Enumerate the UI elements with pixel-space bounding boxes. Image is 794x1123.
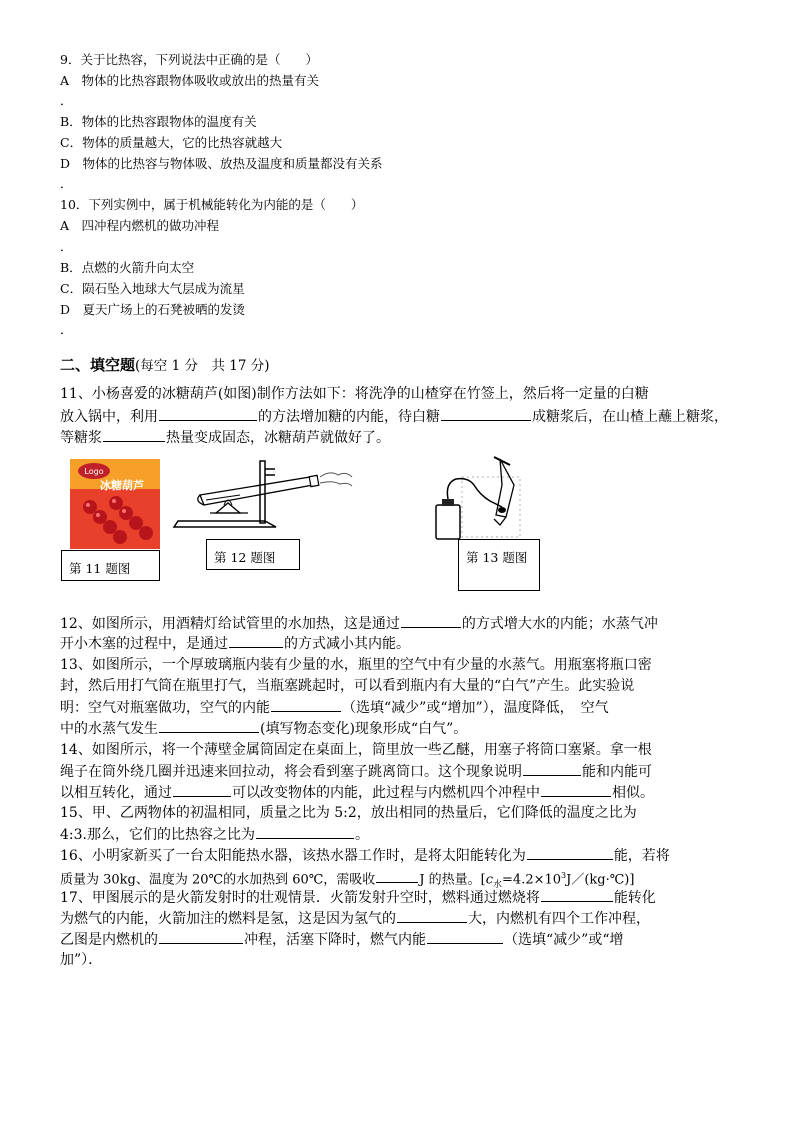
q9-option-a: A 物体的比热容跟物体吸收或放出的热量有关 [60,73,320,88]
q17-line-2: 为燃气的内能，火箭加注的燃料是氢，这是因为氢气的 大，内燃机有四个工作冲程， [60,908,650,929]
q14-blank-3[interactable] [541,782,611,797]
q17-blank-3[interactable] [159,929,243,944]
q12-blank-1[interactable] [401,613,461,628]
q12-line-2: 开小木塞的过程中，是通过 的方式减小其内能。 [60,633,410,654]
q16-line-2: 质量为 30kg、温度为 20℃的水加热到 60℃，需吸收 J 的热量。$[c_水=4.2\times 10^3J/(kg\cdot℃)]$ [60,866,634,895]
package-text: 冰糖葫芦 [100,479,144,492]
q16-blank-1[interactable] [527,845,613,860]
q11-blank-2[interactable] [441,406,531,421]
q12-blank-2[interactable] [229,633,283,648]
figure-13-bottle-pump-apparatus [430,455,525,540]
q10-option-d-dot: ． [60,322,73,337]
q17-blank-4[interactable] [427,929,503,944]
q17-line-1: 17、甲图展示的是火箭发射时的壮观情景．火箭发射升空时，燃料通过燃烧将 能转化 [60,887,656,908]
q14-blank-1[interactable] [523,761,581,776]
q13-line-1: 13、如图所示，一个厚玻璃瓶内装有少量的水，瓶里的空气中有少量的水蒸气。用瓶塞将瓶口密 [60,657,652,673]
q11-blank-3[interactable] [103,427,165,442]
q13-line-4: 中的水蒸气发生 (填写物态变化)现象形成“白气”。 [60,718,467,739]
q9-option-b: B．物体的比热容跟物体的温度有关 [60,114,257,129]
q17-blank-1[interactable] [541,887,613,902]
figure-11-caption: 第 11 题图 [61,550,160,581]
q16-line-1: 16、小明家新买了一台太阳能热水器，该热水器工作时，是将太阳能转化为 能，若将 [60,845,670,866]
figure-12-test-tube-apparatus [170,455,355,530]
q15-line-2: 4:3.那么，它们的比热容之比为 。 [60,824,369,845]
q11-line-2: 放入锅中，利用 的方法增加糖的内能，待白糖 成糖浆后，在山楂上蘸上糖浆， [60,406,728,427]
figure-13-caption: 第 13 题图 [458,539,540,591]
q17-line-4: 加”）． [60,952,103,968]
q10-option-a-dot: ． [60,239,73,254]
q14-blank-2[interactable] [173,782,231,797]
q15-line-1: 15、甲、乙两物体的初温相同，质量之比为 5:2，放出相同的热量后，它们降低的温度之比为 [60,805,637,821]
section-heading [60,354,269,375]
q11-line-1: 11、小杨喜爱的冰糖葫芦(如图)制作方法如下：将洗净的山楂穿在竹签上，然后将一定量的白糖 [60,386,649,402]
section-title: 二、填空题 [60,356,136,374]
q9-option-c: C．物体的质量越大，它的比热容就越大 [60,135,283,150]
q15-blank-1[interactable] [256,824,354,839]
figure-11-candied-haws-image [70,459,160,549]
q13-blank-2[interactable] [159,718,259,733]
q9-stem: 9．关于比热容，下列说法中正确的是（ ） [60,52,318,67]
q11-blank-1[interactable] [159,406,257,421]
q10-option-d: D 夏天广场上的石凳被晒的发烫 [60,302,246,317]
q10-option-b: B．点燃的火箭升向太空 [60,260,195,275]
q13-blank-1[interactable] [271,697,341,712]
q9-option-d-dot: ． [60,176,73,191]
q10-option-c: C．陨石坠入地球大气层成为流星 [60,281,245,296]
q9-option-d: D 物体的比热容与物体吸、放热及温度和质量都没有关系 [60,156,383,171]
q17-blank-2[interactable] [397,908,467,923]
q13-line-2: 封，然后用打气筒在瓶里打气，当瓶塞跳起时，可以看到瓶内有大量的“白气”产生。此实验说 [60,678,635,694]
q13-line-3: 明：空气对瓶塞做功，空气的内能 （选填“减少”或“增加”），温度降低， 空气 [60,697,609,718]
q14-line-3: 以相互转化，通过 可以改变物体的内能，此过程与内燃机四个冲程中 相似。 [60,782,654,803]
section-note: (每空 1 分 共 17 分) [135,358,270,374]
q11-line-3: 等糖浆 热量变成固态，冰糖葫芦就做好了。 [60,427,390,448]
q14-line-2: 绳子在筒外绕几圈并迅速来回拉动，将会看到塞子跳离筒口。这个现象说明 能和内能可 [60,761,652,782]
q17-line-3: 乙图是内燃机的 冲程，活塞下降时，燃气内能 （选填“减少”或“增 [60,929,623,950]
q10-stem: 10．下列实例中，属于机械能转化为内能的是（ ） [60,197,364,212]
figure-12-caption: 第 12 题图 [206,539,300,570]
q12-line-1: 12、如图所示，用酒精灯给试管里的水加热，这是通过 的方式增大水的内能；水蒸气冲 [60,613,658,634]
q9-option-a-dot: ． [60,93,73,108]
q10-option-a: A 四冲程内燃机的做功冲程 [60,218,220,233]
q14-line-1: 14、如图所示，将一个薄壁金属筒固定在桌面上，筒里放一些乙醚，用塞子将筒口塞紧。拿一根 [60,742,652,758]
q16-blank-2[interactable] [376,868,418,883]
svg-text:Logo: Logo [84,467,104,476]
